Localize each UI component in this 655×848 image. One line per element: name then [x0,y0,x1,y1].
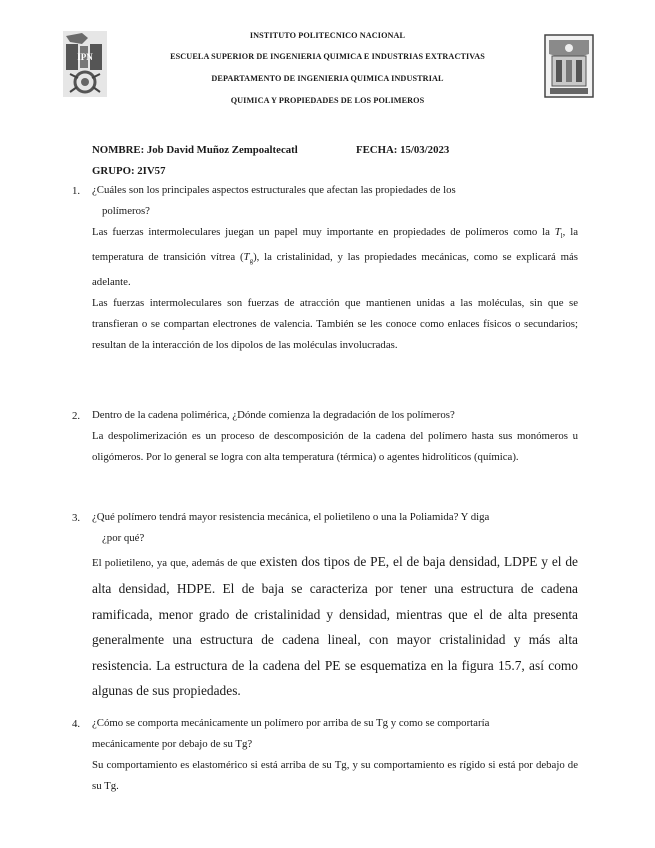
question-text-cont: mecánicamente por debajo de su Tg? [92,738,253,750]
answer-paragraph: Su comportamiento es elastomérico si está arriba de su Tg, y su comportamiento es rígido si está por debajo de su Tg. [92,759,578,792]
question-text-cont: ¿por qué? [102,532,145,544]
question-4 [92,713,578,797]
question-1 [92,180,578,356]
date: FECHA: 15/03/2023 [356,144,450,156]
esiqie-logo [544,34,594,98]
header-school: ESCUELA SUPERIOR DE INGENIERIA QUIMICA E INDUSTRIAS EXTRACTIVAS [170,52,485,61]
ipn-logo [62,30,108,98]
question-text: ¿Qué polímero tendrá mayor resistencia mecánica, el polietileno o una la Poliamida? Y diga [92,511,490,523]
question-text: ¿Cuáles son los principales aspectos estructurales que afectan las propiedades de los [92,184,456,196]
question-number: 4. [72,718,81,730]
question-2 [92,405,578,468]
header-department: DEPARTAMENTO DE INGENIERIA QUIMICA INDUSTRIAL [211,74,444,83]
question-3 [92,507,578,703]
answer-paragraph: Las fuerzas intermoleculares juegan un papel muy importante en propiedades de polímeros como la $T_l$, la temperatura de transición vítrea $(T_g)$, la cristalinidad, y las propiedades mecánicas, como se explicará más adelante. [92,226,578,289]
question-text: ¿Cómo se comporta mecánicamente un polímero por arriba de su Tg y como se comportaría [92,717,490,729]
question-text: Dentro de la cadena polimérica, ¿Dónde comienza la degradación de los polímeros? [92,409,455,421]
question-number: 1. [72,185,81,197]
group: GRUPO: 2IV57 [92,165,166,177]
svg-text:IPN: IPN [77,52,93,62]
student-name: NOMBRE: Job David Muñoz Zempoaltecatl [92,144,298,156]
answer-paragraph: El polietileno, ya que, además de que existen dos tipos de PE, el de baja densidad, LDPE y el de alta densidad, HDPE. El de baja se caracteriza por tener una estructura de cadena ramificada, menor grado de cristalinidad y densidad, mientras que el de alta presenta generalmente una estructura de cadena lineal, con mayor cristalinidad y más alta resistencia. La estructura de la cadena del PE se esquematiza en la figura 15.7, así como algunas de sus propiedades. [92,554,579,699]
question-text-cont: polímeros? [102,205,150,217]
answer-paragraph: Las fuerzas intermoleculares son fuerzas de atracción que mantienen unidas a las moléculas, sin que se transfieran o se compartan electrones de valencia. También se les conoce como enlaces físicos o secundarios; resultan de la interacción de los dipolos de las moléculas involucradas. [92,297,578,352]
header-subject: QUIMICA Y PROPIEDADES DE LOS POLIMEROS [230,96,425,105]
question-number: 2. [72,410,81,422]
answer-paragraph: La despolimerización es un proceso de descomposición de la cadena del polímero hasta sus monómeros u oligómeros. Por lo general se logra con alta temperatura (térmica) o agentes hidrolíticos (química). [92,430,578,463]
header-institution: INSTITUTO POLITECNICO NACIONAL [249,31,406,40]
question-number: 3. [72,512,81,524]
